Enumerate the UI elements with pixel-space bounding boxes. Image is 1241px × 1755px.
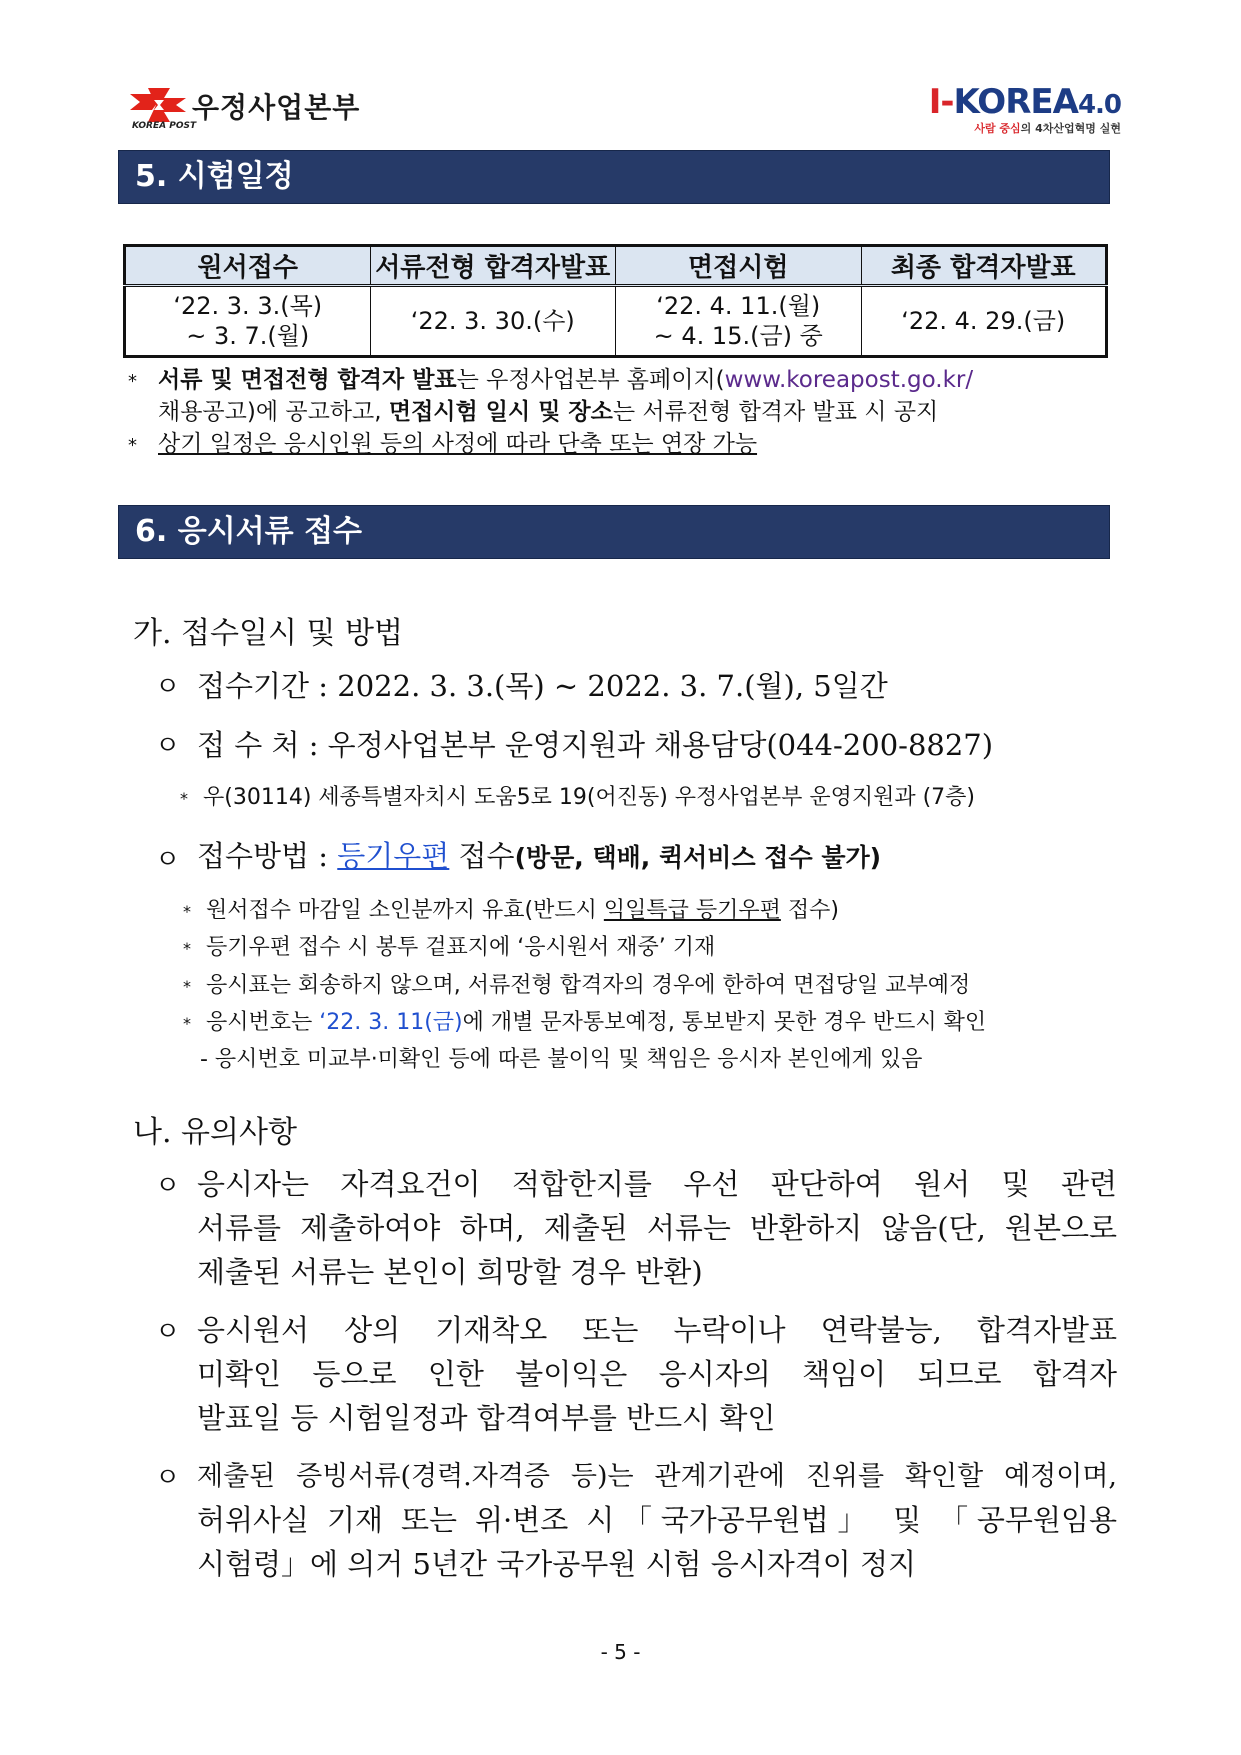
subsection-b-heading: 나. 유의사항 <box>133 1115 297 1150</box>
page-number: - 5 - <box>600 1640 641 1664</box>
circle-bullet: ㅇ <box>155 731 181 761</box>
registered-mail-text: 등기우편 <box>337 839 450 873</box>
express-mail-text: 익일특급 등기우편 <box>603 898 781 923</box>
cell-application <box>125 286 371 357</box>
header-application: 원서접수 <box>125 246 371 286</box>
subsection-a-heading: 가. 접수일시 및 방법 <box>133 616 403 651</box>
caution-1-line-3: 제출된 서류는 본인이 희망할 경우 반환) <box>197 1255 703 1289</box>
cell-line: ‘22. 3. 30.(수) <box>410 307 575 335</box>
sub-note-deadline <box>183 893 839 924</box>
asterisk: * <box>183 939 191 958</box>
note-text: 상기 일정은 응시인원 등의 사정에 따라 단축 또는 연장 가능 <box>158 431 758 457</box>
circle-bullet: ㅇ <box>155 1317 181 1347</box>
i-korea-logo <box>929 82 1121 136</box>
table-row <box>125 286 1107 357</box>
address-text: 우(30114) 세종특별자치시 도움5로 19(어진동) 우정사업본부 운영지원과 (7층) <box>203 785 975 810</box>
caution-1-line-2: 서류를 제출하여야 하며, 제출된 서류는 반환하지 않음(단, 원본으로 <box>197 1211 1117 1245</box>
brand-name: KOREA <box>953 82 1078 122</box>
address-note <box>180 780 975 811</box>
cell-line: ~ 4. 15.(금) 중 <box>653 322 823 350</box>
method-text: 접수 <box>449 839 515 873</box>
cell-line: ‘22. 4. 29.(금) <box>901 307 1066 335</box>
caution-2-line-2: 미확인 등으로 인한 불이익은 응시자의 책임이 되므로 합격자 <box>197 1357 1117 1391</box>
asterisk: * <box>128 435 137 456</box>
note-text: 응시번호는 <box>206 1010 320 1035</box>
circle-bullet: ㅇ <box>155 845 181 875</box>
i-korea-brand <box>929 82 1121 122</box>
caution-3-line-3: 시험령」에 의거 5년간 국가공무원 시험 응시자격이 정지 <box>197 1547 917 1581</box>
caution-3-line-1: 제출된 증빙서류(경력.자격증 등)는 관계기관에 진위를 확인할 예정이며, <box>197 1461 1117 1492</box>
asterisk: * <box>183 902 191 921</box>
note-text: 에 개별 문자통보예정, 통보받지 못한 경우 반드시 확인 <box>462 1010 987 1035</box>
cell-line: ‘22. 3. 3.(목) <box>173 292 323 320</box>
application-method <box>197 834 881 875</box>
note-bold: 면접시험 일시 및 장소 <box>388 399 613 425</box>
method-exclusion: (방문, 택배, 퀵서비스 접수 불가) <box>514 843 882 872</box>
org-sub-name: KOREA POST <box>132 121 197 131</box>
table-header-row <box>125 246 1107 286</box>
note-text: 등기우편 접수 시 봉투 겉표지에 ‘응시원서 재중’ 기재 <box>206 935 716 960</box>
header-final-result: 최종 합격자발표 <box>861 246 1107 286</box>
circle-bullet: ㅇ <box>155 1171 181 1201</box>
note-text: 원서접수 마감일 소인분까지 유효(반드시 <box>206 898 604 923</box>
application-place: 접 수 처 : 우정사업본부 운영지원과 채용담당(044-200-8827) <box>197 728 994 762</box>
slogan <box>929 120 1121 136</box>
cell-document-result <box>370 286 616 357</box>
note-text: 는 우정사업본부 홈페이지( <box>456 367 725 393</box>
slogan-highlight: 사람 중심 <box>974 122 1021 135</box>
note-text: 접수) <box>780 898 839 923</box>
sub-note-envelope <box>183 930 715 961</box>
sub-note-number <box>183 1005 986 1036</box>
caution-1-line-1: 응시자는 자격요건이 적합한지를 우선 판단하여 원서 및 관련 <box>197 1167 1117 1201</box>
asterisk: * <box>183 1014 191 1033</box>
schedule-table <box>123 244 1108 358</box>
method-label: 접수방법 : <box>197 839 338 873</box>
asterisk: * <box>183 977 191 996</box>
korea-post-emblem-icon <box>130 88 186 122</box>
note-text: 응시표는 회송하지 않으며, 서류전형 합격자의 경우에 한하여 면접당일 교부예정 <box>206 973 971 998</box>
cell-line: ~ 3. 7.(월) <box>186 322 310 350</box>
note-text: 는 서류전형 합격자 발표 시 공지 <box>612 399 939 425</box>
cell-line: ‘22. 4. 11.(월) <box>656 292 821 320</box>
caution-2-line-3: 발표일 등 시험일정과 합격여부를 반드시 확인 <box>197 1401 776 1435</box>
cell-final-result <box>861 286 1107 357</box>
homepage-link[interactable]: www.koreapost.go.kr/ <box>724 367 974 393</box>
cell-interview <box>616 286 862 357</box>
note-text: 채용공고)에 공고하고, <box>158 399 389 425</box>
asterisk: * <box>180 789 188 808</box>
brand-prefix: I- <box>928 82 954 122</box>
caution-2-line-1: 응시원서 상의 기재착오 또는 누락이나 연락불능, 합격자발표 <box>197 1313 1117 1347</box>
header-document-result: 서류전형 합격자발표 <box>370 246 616 286</box>
circle-bullet: ㅇ <box>155 672 181 702</box>
slogan-rest: 의 4차산업혁명 실현 <box>1020 122 1121 135</box>
note-bold: 서류 및 면접전형 합격자 발표 <box>158 367 457 393</box>
asterisk: * <box>128 371 137 392</box>
circle-bullet: ㅇ <box>155 1463 181 1493</box>
brand-version: 4.0 <box>1077 90 1121 120</box>
sub-note-ticket <box>183 968 970 999</box>
caution-3-line-2: 허위사실 기재 또는 위·변조 시「국가공무원법」 및 「공무원임용 <box>197 1503 1117 1537</box>
org-name: 우정사업본부 <box>192 91 361 124</box>
section-6-title: 6. 응시서류 접수 <box>118 505 1110 559</box>
header-interview: 면접시험 <box>616 246 862 286</box>
section-5-title: 5. 시험일정 <box>118 150 1110 204</box>
number-notice-date: ‘22. 3. 11(금) <box>319 1010 463 1035</box>
sub-note-responsibility: - 응시번호 미교부·미확인 등에 따른 불이익 및 책임은 응시자 본인에게 있음 <box>200 1047 923 1072</box>
application-period: 접수기간 : 2022. 3. 3.(목) ∼ 2022. 3. 7.(월), 5일간 <box>197 669 888 703</box>
